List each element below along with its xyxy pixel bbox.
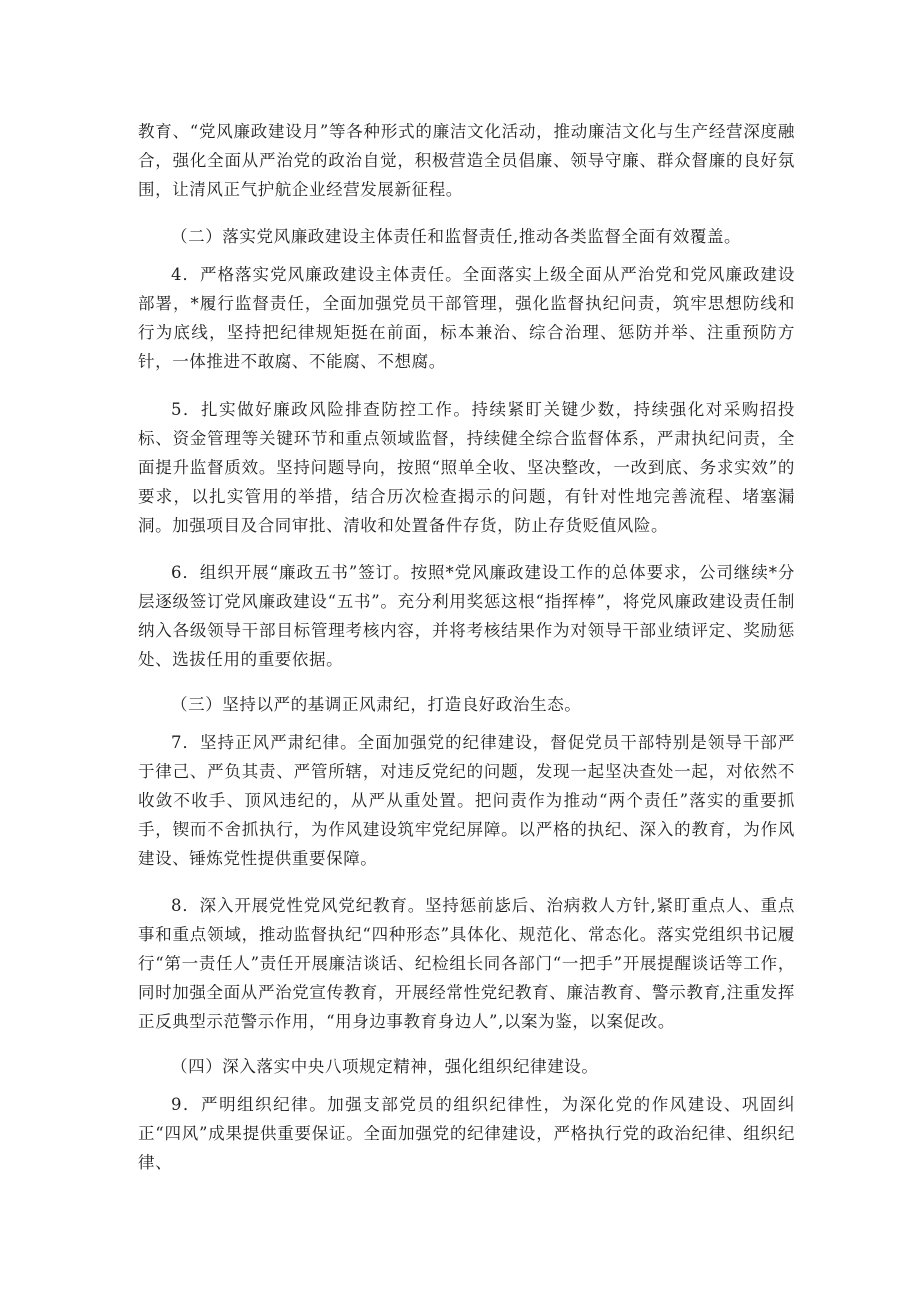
section-heading-4: （四）深入落实中央八项规定精神，强化组织纪律建设。 — [171, 1057, 599, 1076]
paragraph-item-6: 6．组织开展“廉政五书”签订。按照*党风廉政建设工作的总体要求，公司继续*分层逐级签订党风廉政建设“五书”。充分利用奖惩这根“指挥棒”，将党风廉政建设责任制纳入各级领导干部目标管理考核内容，并将考核结果作为对领导干部业绩评定、奖励惩处、选拔任用的重要依据。 — [138, 563, 795, 669]
paragraph-item-9: 9．严明组织纪律。加强支部党员的组织纪律性，为深化党的作风建设、巩固纠正“四风”成果提供重要保证。全面加强党的纪律建设，严格执行党的政治纪律、组织纪律、 — [138, 1095, 795, 1172]
paragraph-item-8: 8．深入开展党性党风党纪教育。坚持惩前毖后、治病救人方针,紧盯重点人、重点事和重点领域，推动监督执纪“四种形态”具体化、规范化、常态化。落实党组织书记履行“第一责任人”责任开展廉洁谈话、纪检组长同各部门“一把手”开展提醒谈话等工作，同时加强全面从严治党宣传教育，开展经常性党纪教育、廉洁教育、警示教育,注重发挥正反典型示范警示作用，“用身边事教育身边人”,以案为鉴，以案促改。 — [138, 896, 795, 1031]
paragraph-item-7: 7．坚持正风严肃纪律。全面加强党的纪律建设，督促党员干部特别是领导干部严于律己、严负其责、严管所辖，对违反党纪的问题，发现一起坚决查处一起，对依然不收敛不收手、顶风违纪的，从严从重处置。把问责作为推动“两个责任”落实的重要抓手，锲而不舍抓执行，为作风建设筑牢党纪屏障。以严格的执纪、深入的教育，为作风建设、锤炼党性提供重要保障。 — [138, 733, 795, 868]
section-heading-2: （二）落实党风廉政建设主体责任和监督责任,推动各类监督全面有效覆盖。 — [171, 227, 742, 246]
paragraph-item-5: 5．扎实做好廉政风险排查防控工作。持续紧盯关键少数，持续强化对采购招投标、资金管理等关键环节和重点领域监督，持续健全综合监督体系，严肃执纪问责，全面提升监督质效。坚持问题导向，按照“照单全收、坚决整改，一改到底、务求实效”的要求，以扎实管用的举措，结合历次检查揭示的问题，有针对性地完善流程、堵塞漏洞。加强项目及合同审批、清收和处置备件存货，防止存货贬值风险。 — [138, 400, 795, 535]
section-heading-3: （三）坚持以严的基调正风肃纪，打造良好政治生态。 — [171, 695, 582, 714]
paragraph-item-4: 4．严格落实党风廉政建设主体责任。全面落实上级全面从严治党和党风廉政建设部署，*履行监督责任，全面加强党员干部管理，强化监督执纪问责，筑牢思想防线和行为底线，坚持把纪律规矩挺在前面，标本兼治、综合治理、惩防并举、注重预防方针，一体推进不敢腐、不能腐、不想腐。 — [138, 265, 795, 371]
paragraph-continuation: 教育、“党风廉政建设月”等各种形式的廉洁文化活动，推动廉洁文化与生产经营深度融合，强化全面从严治党的政治自觉，积极营造全员倡廉、领导守廉、群众督廉的良好氛围，让清风正气护航企业经营发展新征程。 — [138, 122, 795, 199]
